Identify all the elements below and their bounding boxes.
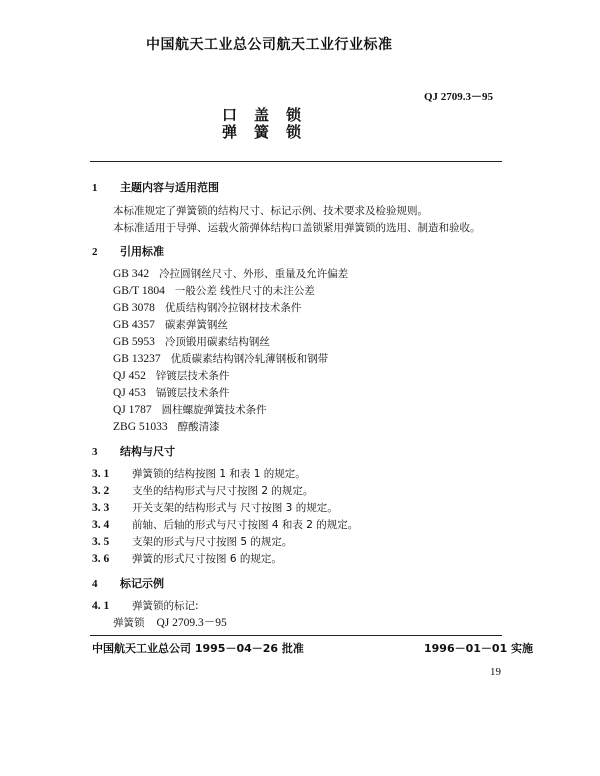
footer-divider [90, 635, 502, 636]
page-number: 19 [490, 666, 501, 678]
reference-name: 优质碳素结构钢冷轧薄钢板和钢带 [170, 353, 329, 365]
section-number: 2 [92, 246, 98, 258]
reference-code: GB 3078 [113, 302, 155, 314]
section-title: 引用标准 [120, 245, 164, 258]
clause-text: 开关支架的结构形式与 尺寸按图 3 的规定。 [132, 502, 338, 514]
reference-code: GB 13237 [113, 353, 161, 365]
document-title-line2: 弹簧锁 [222, 123, 319, 141]
clause [92, 551, 282, 566]
reference-name: 锌镀层技术条件 [155, 370, 230, 382]
clause-number: 3. 3 [92, 502, 110, 514]
reference-code: ZBG 51033 [113, 421, 168, 433]
clause-number: 3. 4 [92, 519, 110, 531]
reference-name: 镉镀层技术条件 [155, 387, 230, 399]
reference-name: 冷顶锻用碳素结构钢丝 [164, 336, 270, 348]
reference-item [113, 419, 220, 434]
reference-name: 醇酸清漆 [177, 421, 220, 433]
approval-statement: 中国航天工业总公司 1995－04－26 批准 [92, 642, 304, 655]
clause-number: 3. 1 [92, 468, 110, 480]
clause-text: 弹簧的形式尺寸按图 6 的规定。 [132, 553, 282, 565]
reference-item [113, 283, 315, 298]
clause [92, 500, 338, 515]
section-title: 主题内容与适用范围 [120, 181, 219, 194]
clause [92, 598, 199, 613]
reference-item [113, 385, 229, 400]
reference-name: 圆柱螺旋弹簧技术条件 [161, 404, 267, 416]
clause [92, 483, 313, 498]
reference-name: 冷拉圆钢丝尺寸、外形、重量及允许偏差 [159, 268, 349, 280]
reference-item [113, 334, 270, 349]
section-1-heading [92, 179, 219, 195]
clause [92, 517, 358, 532]
clause-text: 前轴、后轴的形式与尺寸按图 4 和表 2 的规定。 [132, 519, 359, 531]
reference-code: QJ 452 [113, 370, 146, 382]
organization-standard-heading: 中国航天工业总公司航天工业行业标准 [146, 37, 393, 53]
reference-item [113, 368, 229, 383]
marking-code: QJ 2709.3－95 [156, 617, 227, 629]
clause-text: 支架的形式与尺寸按图 5 的规定。 [132, 536, 293, 548]
section-title: 结构与尺寸 [120, 445, 175, 458]
section-number: 3 [92, 446, 98, 458]
reference-code: GB/T 1804 [113, 285, 165, 297]
section-number: 1 [92, 182, 98, 194]
clause-text: 弹簧锁的结构按图 1 和表 1 的规定。 [132, 468, 306, 480]
paragraph: 本标准规定了弹簧锁的结构尺寸、标记示例、技术要求及检验规则。 [113, 205, 428, 217]
reference-name: 碳素弹簧钢丝 [164, 319, 228, 331]
effective-date: 1996－01－01 实施 [424, 642, 534, 655]
header-divider [90, 161, 502, 162]
reference-code: GB 342 [113, 268, 150, 280]
paragraph: 本标准适用于导弹、运载火箭弹体结构口盖锁紧用弹簧锁的选用、制造和验收。 [113, 222, 481, 234]
document-title-line1: 口盖锁 [222, 106, 319, 124]
clause-number: 4. 1 [92, 600, 110, 612]
standard-code: QJ 2709.3－95 [424, 91, 494, 103]
section-3-heading [92, 443, 175, 459]
section-number: 4 [92, 578, 98, 590]
marking-name: 弹簧锁 [113, 617, 145, 629]
section-title: 标记示例 [120, 577, 164, 590]
reference-item [113, 300, 301, 315]
reference-code: GB 4357 [113, 319, 155, 331]
clause-text: 弹簧锁的标记: [132, 600, 199, 612]
clause-number: 3. 5 [92, 536, 110, 548]
reference-name: 优质结构钢冷拉钢材技术条件 [164, 302, 302, 314]
reference-item [113, 266, 348, 281]
reference-code: QJ 453 [113, 387, 146, 399]
reference-item [113, 351, 328, 366]
clause-number: 3. 2 [92, 485, 110, 497]
reference-code: QJ 1787 [113, 404, 152, 416]
clause-number: 3. 6 [92, 553, 110, 565]
reference-item [113, 402, 267, 417]
clause-text: 支坐的结构形式与尺寸按图 2 的规定。 [132, 485, 314, 497]
reference-item [113, 317, 228, 332]
marking-example [113, 614, 227, 630]
section-4-heading [92, 575, 164, 591]
clause [92, 534, 292, 549]
reference-code: GB 5953 [113, 336, 155, 348]
reference-name: 一般公差 线性尺寸的未注公差 [174, 285, 315, 297]
clause [92, 466, 306, 481]
section-2-heading [92, 243, 164, 259]
